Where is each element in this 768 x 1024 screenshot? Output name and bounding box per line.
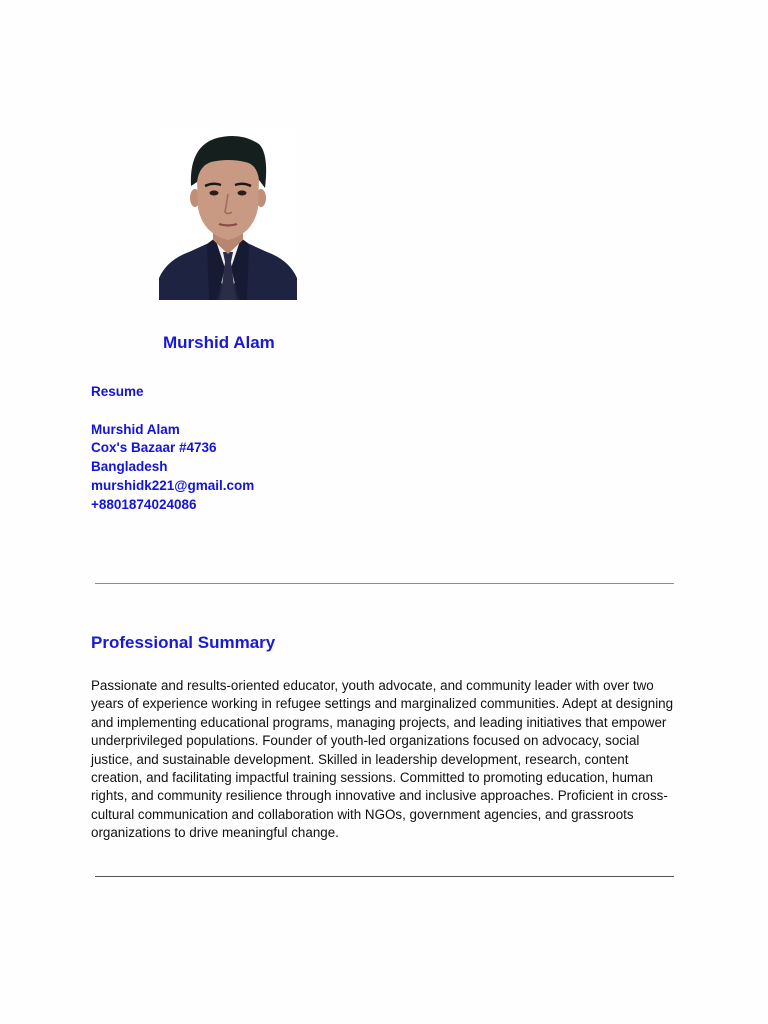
contact-phone: +8801874024086 [91,496,197,512]
spacer [91,402,254,421]
resume-label: Resume [91,384,144,399]
contact-address: Cox's Bazaar #4736 [91,440,217,456]
contact-email: murshidk221@gmail.com [91,477,255,493]
section-divider [95,583,674,584]
candidate-name-heading: Murshid Alam [163,333,275,352]
profile-photo [159,128,297,300]
contact-country: Bangladesh [91,459,168,475]
contact-block [91,383,254,515]
professional-summary-text: Passionate and results-oriented educator, youth advocate, and community leader with over two years of experience working in refugee settings and marginalized communities. Adept at designing and implementing educational programs, managing projects, and leading initiatives that empower underprivileged populations. Founder of youth-led organizations focused on advocacy, social justice, and sustainable development. Skilled in leadership development, research, content creation, and facilitating impactful training sessions. Committed to promoting education, human rights, and community resilience through innovative and inclusive approaches. Proficient in cross-cultural communication and collaboration with NGOs, government agencies, and grassroots organizations to drive meaningful change. [91,678,674,841]
section-divider [95,876,674,877]
professional-summary-heading: Professional Summary [91,633,276,652]
contact-name: Murshid Alam [91,421,180,437]
